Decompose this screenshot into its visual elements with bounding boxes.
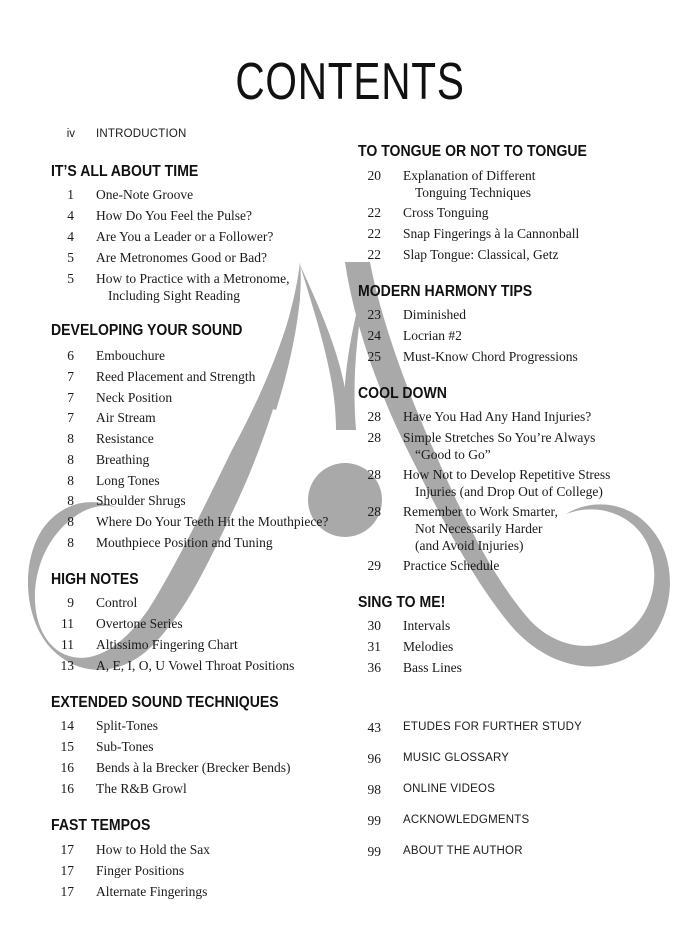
page-number: 28 bbox=[367, 467, 381, 482]
page-number: 25 bbox=[367, 349, 381, 364]
entry-title: Sub-Tones bbox=[96, 739, 154, 754]
entry-title: One-Note Groove bbox=[96, 187, 194, 202]
page-number: 13 bbox=[60, 658, 74, 673]
entry-title: Diminished bbox=[403, 307, 466, 322]
entry-title: Have You Had Any Hand Injuries? bbox=[403, 409, 592, 424]
entry-title: A, E, I, O, U Vowel Throat Positions bbox=[96, 658, 295, 673]
entry-title: Bends à la Brecker (Brecker Bends) bbox=[96, 760, 291, 775]
page-number: 17 bbox=[60, 842, 74, 857]
entry-title: ONLINE VIDEOS bbox=[403, 783, 496, 795]
page-number: 28 bbox=[367, 409, 381, 424]
page-number: 4 bbox=[67, 229, 74, 244]
entry-title: Air Stream bbox=[96, 410, 156, 425]
right-column bbox=[350, 0, 700, 933]
entry-title: Alternate Fingerings bbox=[96, 884, 208, 899]
page-number: 29 bbox=[367, 558, 381, 573]
entry-title: Bass Lines bbox=[403, 660, 462, 675]
entry-title: ABOUT THE AUTHOR bbox=[403, 845, 523, 857]
entry-title: Explanation of Different bbox=[403, 168, 536, 183]
page-number: 8 bbox=[67, 493, 74, 508]
page-title: CONTENTS bbox=[235, 53, 465, 111]
entry-title: How to Hold the Sax bbox=[96, 842, 210, 857]
entry-title: Where Do Your Teeth Hit the Mouthpiece? bbox=[96, 514, 329, 529]
page-number: 36 bbox=[367, 660, 381, 675]
entry-title: Snap Fingerings à la Cannonball bbox=[403, 226, 580, 241]
entry-title-continued: (and Avoid Injuries) bbox=[415, 538, 524, 553]
entry-title: Altissimo Fingering Chart bbox=[96, 637, 238, 652]
page-number: 6 bbox=[67, 348, 74, 363]
page-number: 4 bbox=[67, 208, 74, 223]
page-number: 8 bbox=[67, 473, 74, 488]
entry-title-continued: Including Sight Reading bbox=[108, 288, 240, 303]
section-heading: HIGH NOTES bbox=[51, 571, 139, 588]
entry-title: Slap Tongue: Classical, Getz bbox=[403, 247, 559, 262]
page-number: 99 bbox=[367, 844, 381, 859]
page-number: 5 bbox=[67, 250, 74, 265]
page-number: 28 bbox=[367, 504, 381, 519]
page-number: 96 bbox=[367, 751, 381, 766]
entry-title: Overtone Series bbox=[96, 616, 183, 631]
page-number: 5 bbox=[67, 271, 74, 286]
page-number: 14 bbox=[60, 718, 74, 733]
entry-title: Practice Schedule bbox=[403, 558, 500, 573]
entry-title: Cross Tonguing bbox=[403, 205, 489, 220]
entry-title: Control bbox=[96, 595, 138, 610]
page-number: 17 bbox=[60, 884, 74, 899]
entry-title: MUSIC GLOSSARY bbox=[403, 752, 510, 764]
page-number: 22 bbox=[367, 247, 381, 262]
entry-title: Simple Stretches So You’re Always bbox=[403, 430, 596, 445]
entry-title: Shoulder Shrugs bbox=[96, 493, 186, 508]
entry-title: The R&B Growl bbox=[96, 781, 187, 796]
section-heading: FAST TEMPOS bbox=[51, 817, 151, 834]
entry-title: How to Practice with a Metronome, bbox=[96, 271, 290, 286]
page-number: 20 bbox=[367, 168, 381, 183]
entry-title: Remember to Work Smarter, bbox=[403, 504, 558, 519]
entry-title: INTRODUCTION bbox=[96, 128, 187, 140]
section-heading: DEVELOPING YOUR SOUND bbox=[51, 322, 243, 339]
page-number: 8 bbox=[67, 431, 74, 446]
page-number: 8 bbox=[67, 514, 74, 529]
entry-title: Are You a Leader or a Follower? bbox=[96, 229, 274, 244]
page-number: 9 bbox=[67, 595, 74, 610]
page-number: 23 bbox=[367, 307, 381, 322]
entry-title: ACKNOWLEDGMENTS bbox=[403, 814, 530, 826]
section-heading: MODERN HARMONY TIPS bbox=[358, 283, 533, 300]
page-number: 24 bbox=[367, 328, 381, 343]
page-number: 31 bbox=[367, 639, 381, 654]
entry-title-continued: Injuries (and Drop Out of College) bbox=[415, 484, 603, 499]
page-number: 7 bbox=[67, 410, 74, 425]
page-number: 7 bbox=[67, 369, 74, 384]
entry-title: Reed Placement and Strength bbox=[96, 369, 256, 384]
page-number: 28 bbox=[367, 430, 381, 445]
entry-title: Are Metronomes Good or Bad? bbox=[96, 250, 267, 265]
entry-title: Melodies bbox=[403, 639, 454, 654]
page-number: 22 bbox=[367, 226, 381, 241]
page-number: 15 bbox=[60, 739, 74, 754]
entry-title: Locrian #2 bbox=[403, 328, 462, 343]
page-number: 30 bbox=[367, 618, 381, 633]
page-number: 98 bbox=[367, 782, 381, 797]
page-number: 11 bbox=[61, 637, 74, 652]
page-number: 17 bbox=[60, 863, 74, 878]
page-number: 16 bbox=[60, 781, 74, 796]
page-number: 16 bbox=[60, 760, 74, 775]
section-heading: SING TO ME! bbox=[358, 594, 446, 611]
entry-title: Intervals bbox=[403, 618, 451, 633]
page-number: 8 bbox=[67, 452, 74, 467]
page-number: 43 bbox=[367, 720, 381, 735]
entry-title-continued: Not Necessarily Harder bbox=[415, 521, 543, 536]
entry-title: Long Tones bbox=[96, 473, 160, 488]
entry-title: Split-Tones bbox=[96, 718, 159, 733]
section-heading: TO TONGUE OR NOT TO TONGUE bbox=[358, 143, 587, 160]
page-number: 99 bbox=[367, 813, 381, 828]
page-number: 7 bbox=[67, 390, 74, 405]
page-number: 1 bbox=[67, 187, 74, 202]
entry-title: Breathing bbox=[96, 452, 150, 467]
section-heading: EXTENDED SOUND TECHNIQUES bbox=[51, 694, 279, 711]
page-number: 11 bbox=[61, 616, 74, 631]
entry-title: Resistance bbox=[96, 431, 154, 446]
page-number: iv bbox=[66, 128, 75, 140]
entry-title: How Not to Develop Repetitive Stress bbox=[403, 467, 611, 482]
entry-title: ETUDES FOR FURTHER STUDY bbox=[403, 721, 583, 733]
entry-title: Finger Positions bbox=[96, 863, 185, 878]
section-heading: COOL DOWN bbox=[358, 385, 447, 402]
entry-title-continued: “Good to Go” bbox=[415, 447, 491, 462]
entry-title-continued: Tonguing Techniques bbox=[415, 185, 531, 200]
section-heading: IT’S ALL ABOUT TIME bbox=[51, 163, 199, 180]
entry-title: Mouthpiece Position and Tuning bbox=[96, 535, 273, 550]
page-number: 8 bbox=[67, 535, 74, 550]
entry-title: Must-Know Chord Progressions bbox=[403, 349, 578, 364]
entry-title: How Do You Feel the Pulse? bbox=[96, 208, 253, 223]
page-number: 22 bbox=[367, 205, 381, 220]
entry-title: Neck Position bbox=[96, 390, 173, 405]
entry-title: Embouchure bbox=[96, 348, 165, 363]
